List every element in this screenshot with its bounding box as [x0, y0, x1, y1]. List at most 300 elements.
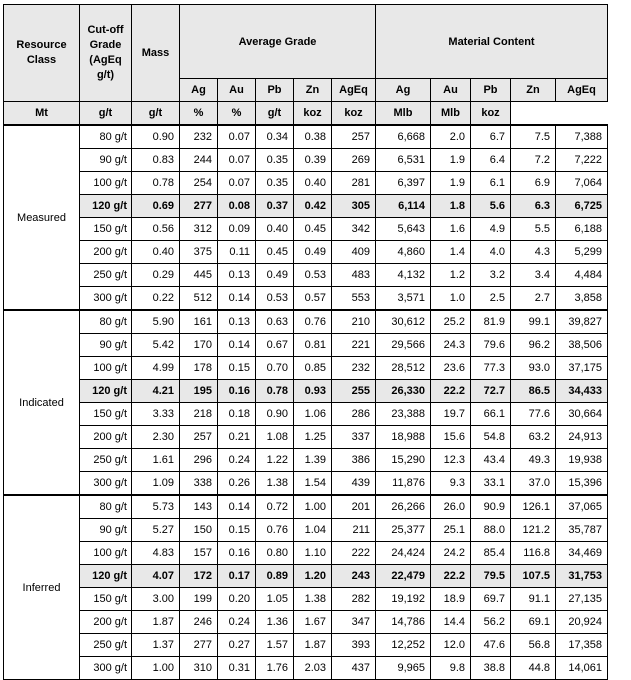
- value-cell-au: 0.14: [218, 495, 256, 519]
- value-cell-m-zn: 7.5: [511, 125, 556, 149]
- value-cell-m-pb: 66.1: [471, 403, 511, 426]
- value-cell-ageq: 286: [332, 403, 376, 426]
- value-cell-au: 0.17: [218, 565, 256, 588]
- value-cell-m-ageq: 17,358: [556, 634, 608, 657]
- value-cell-m-pb: 6.7: [471, 125, 511, 149]
- value-cell-m-ag: 6,397: [376, 172, 431, 195]
- value-cell-au: 0.07: [218, 149, 256, 172]
- value-cell-mass: 0.78: [132, 172, 180, 195]
- value-cell-m-ag: 29,566: [376, 334, 431, 357]
- value-cell-m-ag: 9,965: [376, 657, 431, 680]
- resource-class-cell: Measured: [4, 125, 80, 310]
- value-cell-au: 0.07: [218, 125, 256, 149]
- value-cell-ag: 172: [180, 565, 218, 588]
- value-cell-m-ageq: 34,469: [556, 542, 608, 565]
- value-cell-pb: 0.49: [256, 264, 294, 287]
- value-cell-m-zn: 96.2: [511, 334, 556, 357]
- material-col-header: Ag: [376, 79, 431, 102]
- value-cell-m-zn: 6.9: [511, 172, 556, 195]
- material-col-header: Au: [431, 79, 471, 102]
- table-header: [4, 5, 608, 126]
- value-cell-mass: 0.83: [132, 149, 180, 172]
- value-cell-mass: 5.90: [132, 310, 180, 334]
- value-cell-m-ag: 25,377: [376, 519, 431, 542]
- value-cell-ageq: 483: [332, 264, 376, 287]
- value-cell-m-ageq: 35,787: [556, 519, 608, 542]
- value-cell-mass: 1.37: [132, 634, 180, 657]
- value-cell-ageq: 222: [332, 542, 376, 565]
- value-cell-zn: 1.25: [294, 426, 332, 449]
- value-cell-m-au: 1.0: [431, 287, 471, 311]
- value-cell-pb: 1.08: [256, 426, 294, 449]
- value-cell-pb: 0.67: [256, 334, 294, 357]
- value-cell-m-ag: 4,860: [376, 241, 431, 264]
- cutoff-cell: 80 g/t: [80, 125, 132, 149]
- value-cell-m-zn: 121.2: [511, 519, 556, 542]
- value-cell-ag: 246: [180, 611, 218, 634]
- value-cell-ageq: 282: [332, 588, 376, 611]
- value-cell-m-ageq: 20,924: [556, 611, 608, 634]
- cutoff-cell: 100 g/t: [80, 357, 132, 380]
- value-cell-ag: 178: [180, 357, 218, 380]
- value-cell-m-zn: 3.4: [511, 264, 556, 287]
- material-unit: Mlb: [431, 102, 471, 126]
- value-cell-m-pb: 2.5: [471, 287, 511, 311]
- value-cell-ag: 161: [180, 310, 218, 334]
- value-cell-zn: 0.42: [294, 195, 332, 218]
- value-cell-m-zn: 91.1: [511, 588, 556, 611]
- value-cell-pb: 1.05: [256, 588, 294, 611]
- value-cell-m-au: 25.2: [431, 310, 471, 334]
- cutoff-cell: 90 g/t: [80, 149, 132, 172]
- value-cell-zn: 1.39: [294, 449, 332, 472]
- cutoff-cell: 200 g/t: [80, 426, 132, 449]
- table-row: [4, 565, 608, 588]
- value-cell-ageq: 255: [332, 380, 376, 403]
- value-cell-ageq: 393: [332, 634, 376, 657]
- table-body: [4, 125, 608, 680]
- value-cell-m-zn: 56.8: [511, 634, 556, 657]
- value-cell-m-au: 24.2: [431, 542, 471, 565]
- value-cell-zn: 1.54: [294, 472, 332, 496]
- value-cell-zn: 2.03: [294, 657, 332, 680]
- value-cell-pb: 1.22: [256, 449, 294, 472]
- value-cell-m-zn: 7.2: [511, 149, 556, 172]
- table-row: [4, 588, 608, 611]
- value-cell-mass: 2.30: [132, 426, 180, 449]
- value-cell-m-au: 22.2: [431, 380, 471, 403]
- cutoff-cell: 200 g/t: [80, 611, 132, 634]
- value-cell-zn: 0.57: [294, 287, 332, 311]
- value-cell-pb: 0.72: [256, 495, 294, 519]
- material-unit: koz: [294, 102, 332, 126]
- value-cell-au: 0.08: [218, 195, 256, 218]
- value-cell-zn: 0.76: [294, 310, 332, 334]
- value-cell-ageq: 342: [332, 218, 376, 241]
- table-row: [4, 310, 608, 334]
- value-cell-m-pb: 90.9: [471, 495, 511, 519]
- value-cell-m-pb: 79.5: [471, 565, 511, 588]
- value-cell-au: 0.27: [218, 634, 256, 657]
- value-cell-au: 0.14: [218, 334, 256, 357]
- value-cell-ageq: 409: [332, 241, 376, 264]
- material-col-header: AgEq: [556, 79, 608, 102]
- value-cell-zn: 1.04: [294, 519, 332, 542]
- value-cell-m-zn: 107.5: [511, 565, 556, 588]
- value-cell-pb: 1.38: [256, 472, 294, 496]
- value-cell-m-ag: 26,266: [376, 495, 431, 519]
- value-cell-ag: 312: [180, 218, 218, 241]
- value-cell-m-pb: 47.6: [471, 634, 511, 657]
- value-cell-ag: 445: [180, 264, 218, 287]
- cutoff-cell: 100 g/t: [80, 542, 132, 565]
- cutoff-cell: 300 g/t: [80, 287, 132, 311]
- value-cell-m-au: 9.3: [431, 472, 471, 496]
- grade-col-header: Zn: [294, 79, 332, 102]
- mass-unit: Mt: [4, 102, 80, 126]
- cutoff-cell: 120 g/t: [80, 565, 132, 588]
- value-cell-m-au: 22.2: [431, 565, 471, 588]
- table-row: [4, 449, 608, 472]
- table-row: [4, 657, 608, 680]
- table-row: [4, 426, 608, 449]
- value-cell-pb: 0.63: [256, 310, 294, 334]
- value-cell-zn: 0.39: [294, 149, 332, 172]
- cutoff-cell: 80 g/t: [80, 495, 132, 519]
- value-cell-m-ag: 26,330: [376, 380, 431, 403]
- value-cell-m-ageq: 31,753: [556, 565, 608, 588]
- value-cell-ageq: 337: [332, 426, 376, 449]
- value-cell-m-ag: 24,424: [376, 542, 431, 565]
- value-cell-m-pb: 4.9: [471, 218, 511, 241]
- value-cell-m-ageq: 30,664: [556, 403, 608, 426]
- value-cell-ageq: 553: [332, 287, 376, 311]
- value-cell-ageq: 347: [332, 611, 376, 634]
- grade-col-header: Au: [218, 79, 256, 102]
- value-cell-m-ag: 6,114: [376, 195, 431, 218]
- cutoff-cell: 300 g/t: [80, 472, 132, 496]
- value-cell-au: 0.26: [218, 472, 256, 496]
- material-col-header: Zn: [511, 79, 556, 102]
- value-cell-ag: 254: [180, 172, 218, 195]
- value-cell-ag: 296: [180, 449, 218, 472]
- value-cell-zn: 1.20: [294, 565, 332, 588]
- table-row: [4, 519, 608, 542]
- value-cell-au: 0.16: [218, 542, 256, 565]
- value-cell-ag: 195: [180, 380, 218, 403]
- value-cell-ag: 170: [180, 334, 218, 357]
- value-cell-m-ageq: 6,188: [556, 218, 608, 241]
- value-cell-m-pb: 56.2: [471, 611, 511, 634]
- table-row: [4, 357, 608, 380]
- value-cell-m-au: 1.4: [431, 241, 471, 264]
- value-cell-au: 0.24: [218, 611, 256, 634]
- value-cell-mass: 5.42: [132, 334, 180, 357]
- value-cell-ag: 310: [180, 657, 218, 680]
- value-cell-m-au: 24.3: [431, 334, 471, 357]
- value-cell-zn: 0.85: [294, 357, 332, 380]
- value-cell-m-zn: 44.8: [511, 657, 556, 680]
- value-cell-mass: 4.21: [132, 380, 180, 403]
- table-row: [4, 634, 608, 657]
- value-cell-au: 0.31: [218, 657, 256, 680]
- value-cell-m-zn: 99.1: [511, 310, 556, 334]
- value-cell-mass: 4.83: [132, 542, 180, 565]
- cutoff-cell: 250 g/t: [80, 634, 132, 657]
- value-cell-m-zn: 49.3: [511, 449, 556, 472]
- value-cell-ageq: 232: [332, 357, 376, 380]
- value-cell-ageq: 305: [332, 195, 376, 218]
- table-row: [4, 172, 608, 195]
- value-cell-m-pb: 54.8: [471, 426, 511, 449]
- value-cell-pb: 1.76: [256, 657, 294, 680]
- value-cell-m-ageq: 19,938: [556, 449, 608, 472]
- cutoff-cell: 150 g/t: [80, 588, 132, 611]
- value-cell-m-au: 19.7: [431, 403, 471, 426]
- value-cell-au: 0.07: [218, 172, 256, 195]
- value-cell-au: 0.16: [218, 380, 256, 403]
- value-cell-au: 0.13: [218, 264, 256, 287]
- table-row: [4, 495, 608, 519]
- cutoff-cell: 250 g/t: [80, 449, 132, 472]
- table-row: [4, 380, 608, 403]
- grade-unit: g/t: [256, 102, 294, 126]
- value-cell-mass: 4.07: [132, 565, 180, 588]
- cutoff-cell: 90 g/t: [80, 334, 132, 357]
- table-row: [4, 472, 608, 496]
- cutoff-cell: 150 g/t: [80, 218, 132, 241]
- value-cell-m-zn: 2.7: [511, 287, 556, 311]
- value-cell-m-ageq: 7,064: [556, 172, 608, 195]
- value-cell-m-ageq: 5,299: [556, 241, 608, 264]
- value-cell-mass: 0.56: [132, 218, 180, 241]
- value-cell-mass: 1.87: [132, 611, 180, 634]
- value-cell-mass: 3.33: [132, 403, 180, 426]
- value-cell-m-ageq: 7,222: [556, 149, 608, 172]
- value-cell-pb: 0.80: [256, 542, 294, 565]
- value-cell-ageq: 281: [332, 172, 376, 195]
- value-cell-m-ag: 14,786: [376, 611, 431, 634]
- value-cell-m-pb: 88.0: [471, 519, 511, 542]
- value-cell-m-pb: 69.7: [471, 588, 511, 611]
- value-cell-m-zn: 37.0: [511, 472, 556, 496]
- value-cell-m-pb: 6.4: [471, 149, 511, 172]
- value-cell-m-pb: 79.6: [471, 334, 511, 357]
- table-row: [4, 287, 608, 311]
- cutoff-cell: 90 g/t: [80, 519, 132, 542]
- value-cell-m-ag: 6,668: [376, 125, 431, 149]
- value-cell-ag: 232: [180, 125, 218, 149]
- value-cell-au: 0.13: [218, 310, 256, 334]
- value-cell-m-ag: 28,512: [376, 357, 431, 380]
- material-unit: koz: [471, 102, 511, 126]
- value-cell-mass: 1.09: [132, 472, 180, 496]
- cutoff-cell: 150 g/t: [80, 403, 132, 426]
- value-cell-au: 0.15: [218, 519, 256, 542]
- value-cell-m-ag: 4,132: [376, 264, 431, 287]
- value-cell-m-au: 14.4: [431, 611, 471, 634]
- value-cell-m-ag: 5,643: [376, 218, 431, 241]
- value-cell-ag: 143: [180, 495, 218, 519]
- grade-unit: g/t: [132, 102, 180, 126]
- value-cell-ag: 338: [180, 472, 218, 496]
- grade-col-header: AgEq: [332, 79, 376, 102]
- value-cell-mass: 0.90: [132, 125, 180, 149]
- value-cell-m-zn: 4.3: [511, 241, 556, 264]
- value-cell-zn: 0.53: [294, 264, 332, 287]
- value-cell-zn: 0.81: [294, 334, 332, 357]
- average-grade-header: Average Grade: [180, 5, 376, 79]
- value-cell-ageq: 221: [332, 334, 376, 357]
- value-cell-zn: 0.45: [294, 218, 332, 241]
- resource-table: [3, 4, 608, 680]
- value-cell-zn: 1.87: [294, 634, 332, 657]
- table-row: [4, 241, 608, 264]
- value-cell-m-au: 1.9: [431, 172, 471, 195]
- table-row: [4, 195, 608, 218]
- value-cell-mass: 0.69: [132, 195, 180, 218]
- value-cell-pb: 0.78: [256, 380, 294, 403]
- value-cell-zn: 0.40: [294, 172, 332, 195]
- value-cell-m-zn: 93.0: [511, 357, 556, 380]
- value-cell-au: 0.18: [218, 403, 256, 426]
- resource-class-cell: Indicated: [4, 310, 80, 495]
- value-cell-m-ageq: 37,175: [556, 357, 608, 380]
- value-cell-ageq: 439: [332, 472, 376, 496]
- material-unit: Mlb: [376, 102, 431, 126]
- value-cell-pb: 0.90: [256, 403, 294, 426]
- value-cell-pb: 0.89: [256, 565, 294, 588]
- value-cell-m-ageq: 37,065: [556, 495, 608, 519]
- value-cell-m-pb: 5.6: [471, 195, 511, 218]
- value-cell-m-zn: 126.1: [511, 495, 556, 519]
- value-cell-m-pb: 85.4: [471, 542, 511, 565]
- table-row: [4, 403, 608, 426]
- value-cell-ag: 375: [180, 241, 218, 264]
- value-cell-au: 0.15: [218, 357, 256, 380]
- value-cell-pb: 0.37: [256, 195, 294, 218]
- cutoff-cell: 80 g/t: [80, 310, 132, 334]
- value-cell-m-pb: 77.3: [471, 357, 511, 380]
- value-cell-ag: 277: [180, 634, 218, 657]
- value-cell-pb: 1.36: [256, 611, 294, 634]
- cutoff-cell: 100 g/t: [80, 172, 132, 195]
- value-cell-ageq: 201: [332, 495, 376, 519]
- value-cell-ageq: 243: [332, 565, 376, 588]
- value-cell-m-zn: 5.5: [511, 218, 556, 241]
- value-cell-m-zn: 6.3: [511, 195, 556, 218]
- value-cell-m-au: 18.9: [431, 588, 471, 611]
- value-cell-ageq: 386: [332, 449, 376, 472]
- value-cell-m-ageq: 3,858: [556, 287, 608, 311]
- value-cell-zn: 1.67: [294, 611, 332, 634]
- cutoff-cell: 200 g/t: [80, 241, 132, 264]
- value-cell-m-au: 2.0: [431, 125, 471, 149]
- value-cell-m-pb: 38.8: [471, 657, 511, 680]
- value-cell-m-pb: 43.4: [471, 449, 511, 472]
- grade-unit: %: [180, 102, 218, 126]
- value-cell-m-zn: 77.6: [511, 403, 556, 426]
- value-cell-m-ag: 15,290: [376, 449, 431, 472]
- value-cell-m-ageq: 6,725: [556, 195, 608, 218]
- resource-class-header: Resource Class: [4, 5, 80, 102]
- value-cell-ag: 218: [180, 403, 218, 426]
- cutoff-cell: 120 g/t: [80, 195, 132, 218]
- value-cell-au: 0.21: [218, 426, 256, 449]
- grade-col-header: Ag: [180, 79, 218, 102]
- value-cell-m-ag: 12,252: [376, 634, 431, 657]
- value-cell-ag: 277: [180, 195, 218, 218]
- mass-header: Mass: [132, 5, 180, 102]
- value-cell-m-ageq: 14,061: [556, 657, 608, 680]
- value-cell-pb: 0.40: [256, 218, 294, 241]
- value-cell-m-pb: 3.2: [471, 264, 511, 287]
- material-content-header: Material Content: [376, 5, 608, 79]
- value-cell-pb: 0.34: [256, 125, 294, 149]
- value-cell-m-ageq: 24,913: [556, 426, 608, 449]
- value-cell-mass: 1.00: [132, 657, 180, 680]
- value-cell-ageq: 210: [332, 310, 376, 334]
- value-cell-pb: 0.53: [256, 287, 294, 311]
- value-cell-ag: 244: [180, 149, 218, 172]
- value-cell-zn: 1.10: [294, 542, 332, 565]
- value-cell-m-ag: 30,612: [376, 310, 431, 334]
- value-cell-mass: 0.29: [132, 264, 180, 287]
- value-cell-ageq: 269: [332, 149, 376, 172]
- value-cell-mass: 5.73: [132, 495, 180, 519]
- value-cell-m-pb: 4.0: [471, 241, 511, 264]
- value-cell-m-ag: 3,571: [376, 287, 431, 311]
- value-cell-mass: 4.99: [132, 357, 180, 380]
- table-row: [4, 542, 608, 565]
- value-cell-ageq: 257: [332, 125, 376, 149]
- value-cell-m-zn: 63.2: [511, 426, 556, 449]
- value-cell-m-au: 1.8: [431, 195, 471, 218]
- value-cell-pb: 0.35: [256, 172, 294, 195]
- value-cell-pb: 0.35: [256, 149, 294, 172]
- cutoff-header: Cut-off Grade (AgEq g/t): [80, 5, 132, 102]
- table-row: [4, 218, 608, 241]
- cutoff-cell: 300 g/t: [80, 657, 132, 680]
- value-cell-au: 0.09: [218, 218, 256, 241]
- value-cell-ag: 157: [180, 542, 218, 565]
- value-cell-ag: 257: [180, 426, 218, 449]
- value-cell-m-ag: 18,988: [376, 426, 431, 449]
- table-row: [4, 264, 608, 287]
- value-cell-m-ag: 22,479: [376, 565, 431, 588]
- value-cell-zn: 0.93: [294, 380, 332, 403]
- resource-class-cell: Inferred: [4, 495, 80, 680]
- value-cell-m-ageq: 27,135: [556, 588, 608, 611]
- grade-col-header: Pb: [256, 79, 294, 102]
- value-cell-pb: 0.45: [256, 241, 294, 264]
- value-cell-zn: 1.38: [294, 588, 332, 611]
- value-cell-m-zn: 86.5: [511, 380, 556, 403]
- value-cell-m-au: 1.6: [431, 218, 471, 241]
- value-cell-pb: 0.70: [256, 357, 294, 380]
- table-row: [4, 611, 608, 634]
- value-cell-au: 0.14: [218, 287, 256, 311]
- value-cell-m-ageq: 7,388: [556, 125, 608, 149]
- value-cell-zn: 0.49: [294, 241, 332, 264]
- value-cell-m-pb: 6.1: [471, 172, 511, 195]
- value-cell-mass: 0.22: [132, 287, 180, 311]
- value-cell-mass: 5.27: [132, 519, 180, 542]
- value-cell-m-ag: 19,192: [376, 588, 431, 611]
- value-cell-m-au: 12.3: [431, 449, 471, 472]
- value-cell-mass: 1.61: [132, 449, 180, 472]
- value-cell-ageq: 437: [332, 657, 376, 680]
